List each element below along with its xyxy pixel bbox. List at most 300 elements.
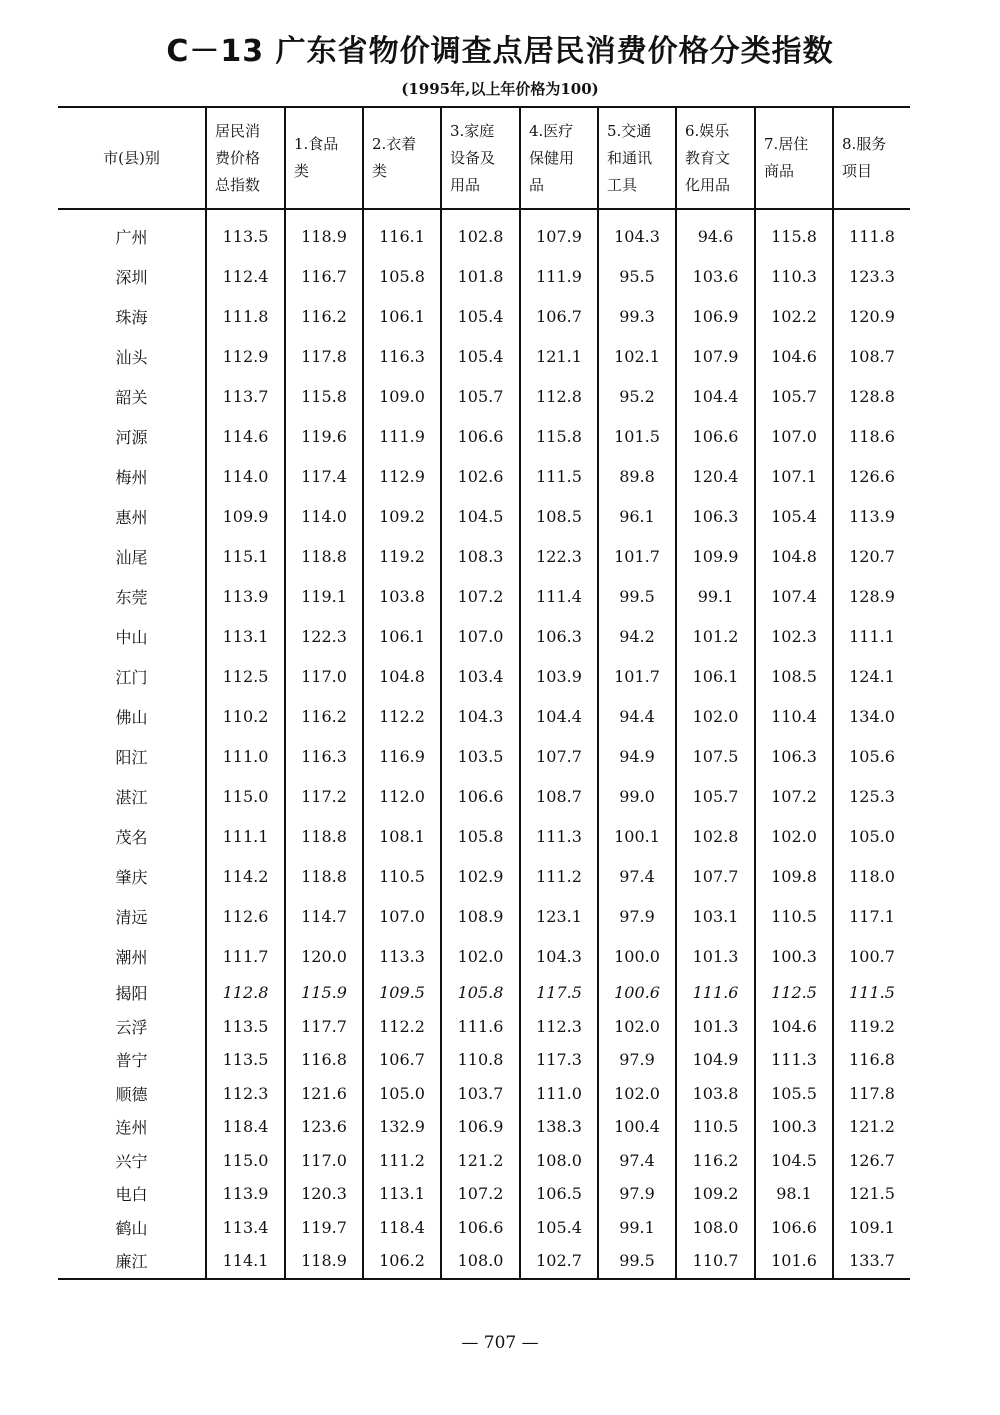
index-value-cell: 99.5 <box>598 576 676 616</box>
header-line: 8.服务 <box>842 135 887 153</box>
table-row <box>58 1177 910 1211</box>
row-region-name: 廉江 <box>58 1244 206 1279</box>
index-value-cell: 116.1 <box>363 209 441 256</box>
index-value-cell: 116.3 <box>285 736 363 776</box>
index-value-cell: 112.8 <box>520 376 598 416</box>
index-value-cell: 106.5 <box>520 1177 598 1211</box>
index-value-cell: 120.0 <box>285 936 363 976</box>
index-value-cell: 111.0 <box>206 736 285 776</box>
index-value-cell: 108.0 <box>441 1244 520 1279</box>
index-value-cell: 115.0 <box>206 1144 285 1178</box>
index-value-cell: 97.9 <box>598 1043 676 1077</box>
index-value-cell: 108.5 <box>755 656 833 696</box>
index-value-cell: 106.3 <box>520 616 598 656</box>
index-value-cell: 111.4 <box>520 576 598 616</box>
row-region-name: 肇庆 <box>115 867 148 887</box>
index-value-cell: 103.6 <box>676 256 755 296</box>
table-row <box>58 496 910 536</box>
table-row <box>58 816 910 856</box>
index-value-cell: 102.9 <box>441 856 520 896</box>
index-value-cell: 117.0 <box>285 1144 363 1178</box>
index-value-cell: 125.3 <box>833 776 910 816</box>
index-value-cell: 104.6 <box>755 1010 833 1044</box>
index-value-cell: 106.6 <box>441 416 520 456</box>
index-value-cell: 114.0 <box>285 496 363 536</box>
index-value-cell: 109.0 <box>363 376 441 416</box>
index-value-cell: 106.9 <box>676 296 755 336</box>
index-value-cell: 117.1 <box>833 896 910 936</box>
index-value-cell: 105.7 <box>755 376 833 416</box>
index-value-cell: 105.7 <box>441 376 520 416</box>
index-value-cell: 106.6 <box>441 776 520 816</box>
index-value-cell: 105.7 <box>676 776 755 816</box>
index-value-cell: 113.5 <box>206 1010 285 1044</box>
index-value-cell: 118.4 <box>363 1211 441 1245</box>
index-value-cell: 109.9 <box>206 496 285 536</box>
table-row <box>58 696 910 736</box>
index-value-cell: 111.6 <box>441 1010 520 1044</box>
table-row <box>58 296 910 336</box>
index-value-cell: 102.2 <box>755 296 833 336</box>
row-region-name: 普宁 <box>115 1051 148 1071</box>
index-value-cell: 101.7 <box>598 536 676 576</box>
index-value-cell: 107.2 <box>441 576 520 616</box>
index-value-cell: 111.1 <box>833 616 910 656</box>
index-value-cell: 89.8 <box>598 456 676 496</box>
index-value-cell: 105.0 <box>833 816 910 856</box>
index-value-cell: 110.5 <box>755 896 833 936</box>
index-value-cell: 110.7 <box>676 1244 755 1279</box>
header-line: 项目 <box>842 162 873 180</box>
index-value-cell: 103.7 <box>441 1077 520 1111</box>
index-value-cell: 111.3 <box>755 1043 833 1077</box>
index-value-cell: 116.7 <box>285 256 363 296</box>
column-header-9 <box>833 107 910 209</box>
index-value-cell: 101.3 <box>676 1010 755 1044</box>
table-row <box>58 1043 910 1077</box>
index-value-cell: 117.7 <box>285 1010 363 1044</box>
index-value-cell: 111.5 <box>520 456 598 496</box>
index-value-cell: 113.5 <box>206 209 285 256</box>
index-value-cell: 104.3 <box>520 936 598 976</box>
index-value-cell: 110.8 <box>441 1043 520 1077</box>
row-region-name: 惠州 <box>115 507 148 527</box>
index-value-cell: 121.6 <box>285 1077 363 1111</box>
index-value-cell: 104.6 <box>755 336 833 376</box>
index-value-cell: 100.3 <box>755 1110 833 1144</box>
index-value-cell: 103.9 <box>520 656 598 696</box>
index-value-cell: 123.1 <box>520 896 598 936</box>
index-value-cell: 102.0 <box>598 1077 676 1111</box>
index-value-cell: 111.2 <box>520 856 598 896</box>
table-row <box>58 1211 910 1245</box>
index-value-cell: 112.4 <box>206 256 285 296</box>
index-value-cell: 113.1 <box>206 616 285 656</box>
index-value-cell: 112.8 <box>206 976 285 1010</box>
index-value-cell: 104.4 <box>676 376 755 416</box>
column-header-region <box>58 107 206 209</box>
index-value-cell: 108.7 <box>833 336 910 376</box>
index-value-cell: 108.1 <box>363 816 441 856</box>
row-region-name: 连州 <box>115 1118 148 1138</box>
table-row <box>58 856 910 896</box>
index-value-cell: 122.3 <box>285 616 363 656</box>
index-value-cell: 111.2 <box>363 1144 441 1178</box>
index-value-cell: 104.4 <box>520 696 598 736</box>
table-row <box>58 656 910 696</box>
index-value-cell: 120.7 <box>833 536 910 576</box>
index-value-cell: 109.9 <box>676 536 755 576</box>
index-value-cell: 107.2 <box>755 776 833 816</box>
index-value-cell: 112.9 <box>363 456 441 496</box>
table-row <box>58 736 910 776</box>
table-header <box>58 107 910 209</box>
index-value-cell: 105.0 <box>363 1077 441 1111</box>
index-value-cell: 97.9 <box>598 896 676 936</box>
table-row <box>58 1144 910 1178</box>
index-value-cell: 99.1 <box>676 576 755 616</box>
index-value-cell: 109.1 <box>833 1211 910 1245</box>
index-value-cell: 110.3 <box>755 256 833 296</box>
index-value-cell: 100.6 <box>598 976 676 1010</box>
header-line: 商品 <box>764 162 795 180</box>
index-value-cell: 117.8 <box>833 1077 910 1111</box>
index-value-cell: 97.9 <box>598 1177 676 1211</box>
index-value-cell: 94.9 <box>598 736 676 776</box>
index-value-cell: 106.1 <box>363 616 441 656</box>
header-line: 费价格 <box>215 148 261 167</box>
row-region-name: 河源 <box>115 427 148 447</box>
index-value-cell: 109.2 <box>363 496 441 536</box>
index-value-cell: 106.6 <box>755 1211 833 1245</box>
row-region-name: 中山 <box>115 627 148 647</box>
column-header-2 <box>285 107 363 209</box>
index-value-cell: 112.3 <box>520 1010 598 1044</box>
table-row <box>58 776 910 816</box>
index-value-cell: 99.5 <box>598 1244 676 1279</box>
column-header-1 <box>206 107 285 209</box>
index-value-cell: 99.0 <box>598 776 676 816</box>
index-value-cell: 116.8 <box>285 1043 363 1077</box>
index-value-cell: 99.1 <box>598 1211 676 1245</box>
index-value-cell: 96.1 <box>598 496 676 536</box>
index-value-cell: 100.0 <box>598 936 676 976</box>
index-value-cell: 113.9 <box>833 496 910 536</box>
index-value-cell: 116.2 <box>285 696 363 736</box>
index-value-cell: 126.7 <box>833 1144 910 1178</box>
row-region-name: 鹤山 <box>115 1218 148 1238</box>
column-header-3 <box>363 107 441 209</box>
index-value-cell: 119.6 <box>285 416 363 456</box>
index-value-cell: 102.8 <box>676 816 755 856</box>
header-line: 类 <box>372 162 388 180</box>
header-line: 居民消 <box>215 121 261 140</box>
index-value-cell: 120.9 <box>833 296 910 336</box>
index-value-cell: 111.8 <box>833 209 910 256</box>
index-value-cell: 98.1 <box>755 1177 833 1211</box>
index-value-cell: 112.3 <box>206 1077 285 1111</box>
header-row <box>58 107 910 209</box>
index-value-cell: 113.1 <box>363 1177 441 1211</box>
header-line: 教育文 <box>685 148 731 167</box>
header-line: 类 <box>294 162 310 180</box>
column-header-6 <box>598 107 676 209</box>
index-value-cell: 114.6 <box>206 416 285 456</box>
index-value-cell: 124.1 <box>833 656 910 696</box>
index-value-cell: 104.8 <box>363 656 441 696</box>
index-value-cell: 112.2 <box>363 1010 441 1044</box>
index-value-cell: 114.1 <box>206 1244 285 1279</box>
table-row <box>58 376 910 416</box>
index-value-cell: 126.6 <box>833 456 910 496</box>
index-value-cell: 110.5 <box>676 1110 755 1144</box>
index-value-cell: 103.8 <box>676 1077 755 1111</box>
column-header-7 <box>676 107 755 209</box>
index-value-cell: 106.3 <box>676 496 755 536</box>
index-value-cell: 111.1 <box>206 816 285 856</box>
index-value-cell: 105.4 <box>755 496 833 536</box>
index-value-cell: 100.1 <box>598 816 676 856</box>
index-value-cell: 115.8 <box>755 209 833 256</box>
index-value-cell: 112.9 <box>206 336 285 376</box>
row-region-name: 佛山 <box>115 707 148 727</box>
header-line: 和通讯 <box>607 148 653 167</box>
column-header-8 <box>755 107 833 209</box>
index-value-cell: 111.3 <box>520 816 598 856</box>
row-region-name: 兴宁 <box>115 1151 148 1171</box>
index-value-cell: 101.5 <box>598 416 676 456</box>
table-body <box>58 209 910 1279</box>
index-value-cell: 128.8 <box>833 376 910 416</box>
index-value-cell: 101.2 <box>676 616 755 656</box>
index-value-cell: 107.0 <box>363 896 441 936</box>
index-value-cell: 113.9 <box>206 576 285 616</box>
index-value-cell: 119.1 <box>285 576 363 616</box>
index-value-cell: 115.8 <box>520 416 598 456</box>
index-value-cell: 101.6 <box>755 1244 833 1279</box>
index-value-cell: 94.4 <box>598 696 676 736</box>
index-value-cell: 116.2 <box>285 296 363 336</box>
index-value-cell: 102.0 <box>755 816 833 856</box>
index-value-cell: 133.7 <box>833 1244 910 1279</box>
index-value-cell: 108.0 <box>676 1211 755 1245</box>
index-value-cell: 105.5 <box>755 1077 833 1111</box>
table-subtitle: (1995年,以上年价格为100) <box>401 80 599 98</box>
index-value-cell: 110.2 <box>206 696 285 736</box>
row-region-name: 汕头 <box>115 347 148 367</box>
row-region-name: 深圳 <box>115 267 148 287</box>
index-value-cell: 107.9 <box>520 209 598 256</box>
table-row <box>58 256 910 296</box>
index-value-cell: 99.3 <box>598 296 676 336</box>
header-line: 4.医疗 <box>529 121 574 140</box>
index-value-cell: 107.1 <box>755 456 833 496</box>
index-value-cell: 109.8 <box>755 856 833 896</box>
index-value-cell: 113.7 <box>206 376 285 416</box>
index-value-cell: 107.0 <box>441 616 520 656</box>
header-line: 化用品 <box>685 175 731 194</box>
index-value-cell: 108.5 <box>520 496 598 536</box>
header-line: 5.交通 <box>607 121 652 140</box>
index-value-cell: 115.0 <box>206 776 285 816</box>
row-region-name: 揭阳 <box>115 984 148 1004</box>
header-line: 工具 <box>607 175 638 194</box>
index-value-cell: 104.3 <box>598 209 676 256</box>
index-value-cell: 111.5 <box>833 976 910 1010</box>
index-value-cell: 113.4 <box>206 1211 285 1245</box>
index-value-cell: 111.7 <box>206 936 285 976</box>
index-value-cell: 100.4 <box>598 1110 676 1144</box>
index-value-cell: 107.7 <box>520 736 598 776</box>
index-value-cell: 106.7 <box>520 296 598 336</box>
page-title: C－13 广东省物价调查点居民消费价格分类指数 <box>166 34 834 69</box>
row-region-name: 潮州 <box>115 947 148 967</box>
index-value-cell: 113.9 <box>206 1177 285 1211</box>
index-value-cell: 105.8 <box>363 256 441 296</box>
index-value-cell: 119.7 <box>285 1211 363 1245</box>
index-value-cell: 118.8 <box>285 856 363 896</box>
index-value-cell: 101.3 <box>676 936 755 976</box>
index-value-cell: 117.3 <box>520 1043 598 1077</box>
index-value-cell: 94.2 <box>598 616 676 656</box>
index-value-cell: 118.8 <box>285 816 363 856</box>
index-value-cell: 121.1 <box>520 336 598 376</box>
index-value-cell: 105.4 <box>520 1211 598 1245</box>
index-value-cell: 117.8 <box>285 336 363 376</box>
row-region-name: 顺德 <box>115 1084 148 1104</box>
index-value-cell: 94.6 <box>676 209 755 256</box>
index-value-cell: 107.5 <box>676 736 755 776</box>
row-region-name: 东莞 <box>115 587 148 607</box>
index-value-cell: 110.4 <box>755 696 833 736</box>
index-value-cell: 105.4 <box>441 296 520 336</box>
row-region-name: 珠海 <box>115 307 148 327</box>
row-region-name: 江门 <box>115 667 148 687</box>
header-line: 3.家庭 <box>450 121 495 140</box>
header-line: 7.居住 <box>764 135 809 153</box>
index-value-cell: 104.9 <box>676 1043 755 1077</box>
index-value-cell: 123.3 <box>833 256 910 296</box>
index-value-cell: 107.4 <box>755 576 833 616</box>
index-value-cell: 111.6 <box>676 976 755 1010</box>
index-value-cell: 103.4 <box>441 656 520 696</box>
index-value-cell: 102.0 <box>598 1010 676 1044</box>
index-value-cell: 102.7 <box>520 1244 598 1279</box>
index-value-cell: 114.2 <box>206 856 285 896</box>
index-value-cell: 120.4 <box>676 456 755 496</box>
table-row <box>58 1110 910 1144</box>
index-value-cell: 116.2 <box>676 1144 755 1178</box>
table-row <box>58 1077 910 1111</box>
index-value-cell: 107.0 <box>755 416 833 456</box>
index-value-cell: 120.3 <box>285 1177 363 1211</box>
index-value-cell: 114.7 <box>285 896 363 936</box>
table-row <box>58 1244 910 1279</box>
row-region-name: 广州 <box>115 227 148 247</box>
header-line: 2.衣着 <box>372 135 417 153</box>
index-value-cell: 101.7 <box>598 656 676 696</box>
index-value-cell: 97.4 <box>598 856 676 896</box>
index-value-cell: 108.0 <box>520 1144 598 1178</box>
header-line: 总指数 <box>215 175 261 194</box>
index-value-cell: 106.1 <box>363 296 441 336</box>
index-value-cell: 103.5 <box>441 736 520 776</box>
header-line: 1.食品 <box>294 135 339 153</box>
table-row <box>58 536 910 576</box>
index-value-cell: 112.2 <box>363 696 441 736</box>
index-value-cell: 110.5 <box>363 856 441 896</box>
header-line: 设备及 <box>450 148 496 167</box>
index-value-cell: 123.6 <box>285 1110 363 1144</box>
index-value-cell: 104.5 <box>441 496 520 536</box>
index-value-cell: 117.4 <box>285 456 363 496</box>
column-header-5 <box>520 107 598 209</box>
table-row <box>58 456 910 496</box>
index-value-cell: 112.6 <box>206 896 285 936</box>
index-value-cell: 102.8 <box>441 209 520 256</box>
index-value-cell: 102.1 <box>598 336 676 376</box>
index-value-cell: 112.5 <box>206 656 285 696</box>
index-value-cell: 132.9 <box>363 1110 441 1144</box>
index-value-cell: 121.2 <box>833 1110 910 1144</box>
index-value-cell: 113.5 <box>206 1043 285 1077</box>
index-value-cell: 106.6 <box>441 1211 520 1245</box>
row-region-name: 韶关 <box>115 387 148 407</box>
index-value-cell: 104.5 <box>755 1144 833 1178</box>
header-line: 用品 <box>450 175 481 194</box>
index-value-cell: 97.4 <box>598 1144 676 1178</box>
header-line: 6.娱乐 <box>685 121 730 140</box>
index-value-cell: 121.5 <box>833 1177 910 1211</box>
index-value-cell: 107.2 <box>441 1177 520 1211</box>
index-value-cell: 108.7 <box>520 776 598 816</box>
index-value-cell: 118.4 <box>206 1110 285 1144</box>
table-row <box>58 209 910 256</box>
row-region-name: 汕尾 <box>115 547 148 567</box>
index-value-cell: 106.3 <box>755 736 833 776</box>
index-value-cell: 117.0 <box>285 656 363 696</box>
row-region-name: 湛江 <box>115 787 148 807</box>
index-value-cell: 119.2 <box>833 1010 910 1044</box>
index-value-cell: 119.2 <box>363 536 441 576</box>
index-value-cell: 108.9 <box>441 896 520 936</box>
index-value-cell: 122.3 <box>520 536 598 576</box>
table-row <box>58 336 910 376</box>
index-value-cell: 109.2 <box>676 1177 755 1211</box>
index-value-cell: 102.0 <box>676 696 755 736</box>
row-region-name: 梅州 <box>115 467 148 487</box>
index-value-cell: 107.9 <box>676 336 755 376</box>
index-value-cell: 106.1 <box>676 656 755 696</box>
index-value-cell: 106.6 <box>676 416 755 456</box>
index-value-cell: 105.8 <box>441 976 520 1010</box>
index-value-cell: 116.3 <box>363 336 441 376</box>
index-value-cell: 117.5 <box>520 976 598 1010</box>
index-value-cell: 105.8 <box>441 816 520 856</box>
page-number: — 707 — <box>461 1333 539 1353</box>
index-value-cell: 103.1 <box>676 896 755 936</box>
index-value-cell: 95.5 <box>598 256 676 296</box>
index-value-cell: 114.0 <box>206 456 285 496</box>
index-value-cell: 116.8 <box>833 1043 910 1077</box>
index-value-cell: 121.2 <box>441 1144 520 1178</box>
header-line: 品 <box>529 175 545 194</box>
index-value-cell: 102.6 <box>441 456 520 496</box>
row-region-name: 清远 <box>115 907 148 927</box>
table-row <box>58 976 910 1010</box>
index-value-cell: 111.0 <box>520 1077 598 1111</box>
index-value-cell: 100.3 <box>755 936 833 976</box>
